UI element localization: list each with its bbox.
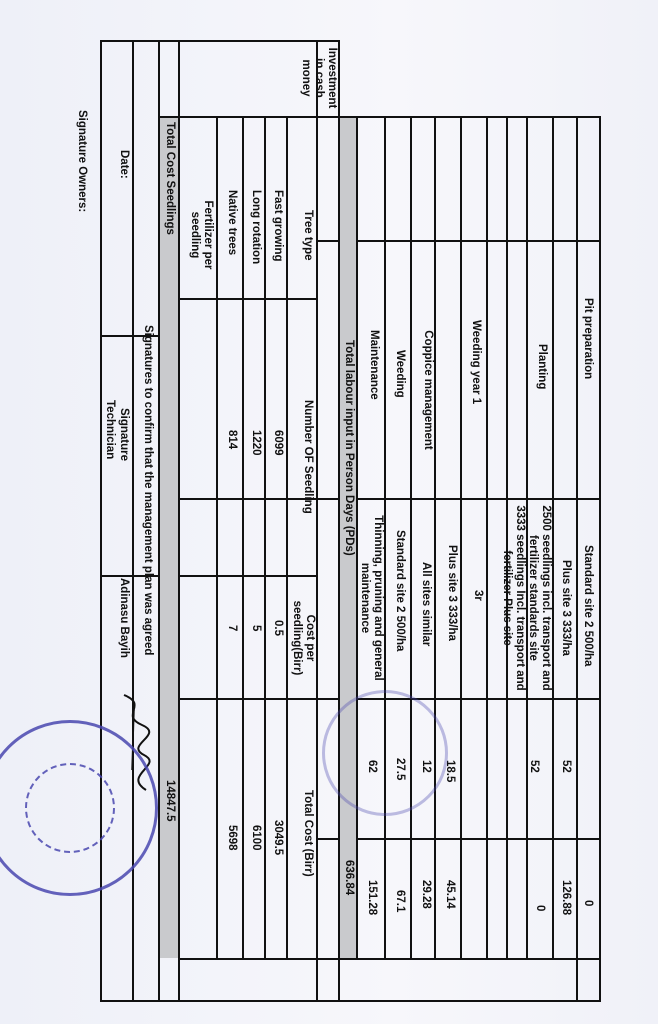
col-line bbox=[180, 498, 601, 500]
labour-total-value: 636.84 bbox=[343, 860, 355, 896]
row-line bbox=[178, 40, 180, 1002]
activity-weeding: Weeding bbox=[394, 350, 406, 398]
row-line bbox=[486, 118, 488, 958]
header-cost-per: Cost per seedling(Birr) bbox=[291, 600, 316, 676]
row-line bbox=[384, 118, 386, 958]
activity-weeding-year-1: Weeding year 1 bbox=[470, 320, 482, 405]
technician-label: Technician bbox=[104, 400, 116, 460]
pd-row-8: 27.5 bbox=[394, 758, 406, 781]
cost-row-8: 67.1 bbox=[394, 890, 406, 913]
date-label: Date: bbox=[118, 150, 130, 179]
seedling-total-3: 5698 bbox=[226, 825, 238, 851]
activity-pit-preparation: Pit preparation bbox=[582, 298, 594, 380]
col-line bbox=[180, 958, 601, 960]
table-border-top bbox=[599, 118, 601, 1002]
col-line bbox=[100, 575, 318, 577]
pd-row-2: 52 bbox=[560, 760, 572, 773]
spec-row-1: Standard site 2 500/ha bbox=[582, 545, 594, 667]
seedling-type-2: Long rotation bbox=[250, 190, 262, 265]
cost-row-2: 126.88 bbox=[560, 880, 572, 916]
cost-row-7: 29.28 bbox=[420, 880, 432, 909]
owners-label: Signature Owners: bbox=[76, 110, 88, 213]
pd-row-6: 18.5 bbox=[444, 760, 456, 783]
labour-total-label: Total labour input in Person Days (PDs) bbox=[343, 340, 355, 556]
signature-label: Signature bbox=[118, 408, 130, 462]
cost-row-9: 151.28 bbox=[366, 880, 378, 916]
pd-row-9: 62 bbox=[366, 760, 378, 773]
faint-stamp bbox=[322, 690, 448, 816]
spec-row-9: Thinning, pruning and general maintenance bbox=[359, 515, 384, 681]
spec-row-4: 3333 seedlings Incl. transport and fertilizer Plus site bbox=[501, 505, 526, 691]
seedling-type-4: Fertilizer per seedling bbox=[189, 200, 214, 270]
spec-row-2: Plus site 3 333/ha bbox=[560, 560, 572, 656]
seedling-total-band bbox=[160, 118, 178, 958]
col-line bbox=[180, 298, 318, 300]
technician-name: Adinasu Bayih bbox=[118, 578, 130, 658]
stamp-inner-ring bbox=[25, 763, 115, 853]
spec-row-3: 2500 seedlings incl. transport and fertilizer standards site bbox=[527, 505, 552, 691]
seedling-total-label: Total Cost Seedlings bbox=[164, 122, 176, 235]
pd-row-7: 12 bbox=[420, 760, 432, 773]
activity-maintenance: Maintenance bbox=[368, 330, 380, 400]
seedling-number-3: 814 bbox=[226, 430, 238, 450]
row-line bbox=[316, 40, 318, 1002]
row-line bbox=[576, 118, 578, 1002]
col-line bbox=[100, 1000, 601, 1002]
seedling-costper-3: 7 bbox=[226, 625, 238, 632]
seedling-type-3: Native trees bbox=[226, 190, 238, 256]
activity-coppice: Coppice management bbox=[422, 330, 434, 450]
row-line bbox=[410, 118, 412, 958]
seedling-total-value: 14847.5 bbox=[164, 780, 176, 822]
col-line bbox=[160, 116, 601, 118]
seedling-number-1: 6099 bbox=[272, 430, 284, 456]
row-line bbox=[242, 118, 244, 958]
seedling-number-2: 1220 bbox=[250, 430, 262, 456]
cost-row-6: 45.14 bbox=[444, 880, 456, 909]
row-line bbox=[552, 118, 554, 958]
row-line bbox=[286, 118, 288, 958]
row-line bbox=[460, 118, 462, 958]
investment-label: Investment in cash money bbox=[300, 47, 338, 109]
seedling-costper-2: 5 bbox=[250, 625, 262, 632]
spec-row-8: Standard site 2 500/ha bbox=[394, 530, 406, 652]
header-total-cost: Total Cost (Birr) bbox=[302, 790, 314, 877]
seedling-total-1: 3049.5 bbox=[272, 820, 284, 856]
row-line bbox=[264, 118, 266, 958]
col-line bbox=[318, 240, 601, 242]
header-number: Number OF Seedling bbox=[302, 400, 314, 514]
seedling-costper-1: 0.5 bbox=[272, 620, 284, 636]
activity-planting: Planting bbox=[536, 344, 548, 390]
seedling-total-2: 6100 bbox=[250, 825, 262, 851]
row-line bbox=[216, 118, 218, 958]
spec-row-6: Plus site 3 333/ha bbox=[446, 545, 458, 641]
spec-row-5: 3r bbox=[472, 590, 484, 601]
signatures-caption: Signatures to confirm that the management plan was agreed bbox=[142, 325, 154, 656]
header-tree-type: Tree type bbox=[302, 210, 314, 261]
row-line bbox=[434, 118, 436, 958]
cost-row-1: 0 bbox=[582, 900, 594, 907]
col-line bbox=[318, 838, 601, 840]
seedling-type-1: Fast growing bbox=[272, 190, 284, 262]
spec-row-7: All sites similar bbox=[420, 562, 432, 647]
pd-row-3: 52 bbox=[528, 760, 540, 773]
cost-row-3: 0 bbox=[534, 905, 546, 912]
